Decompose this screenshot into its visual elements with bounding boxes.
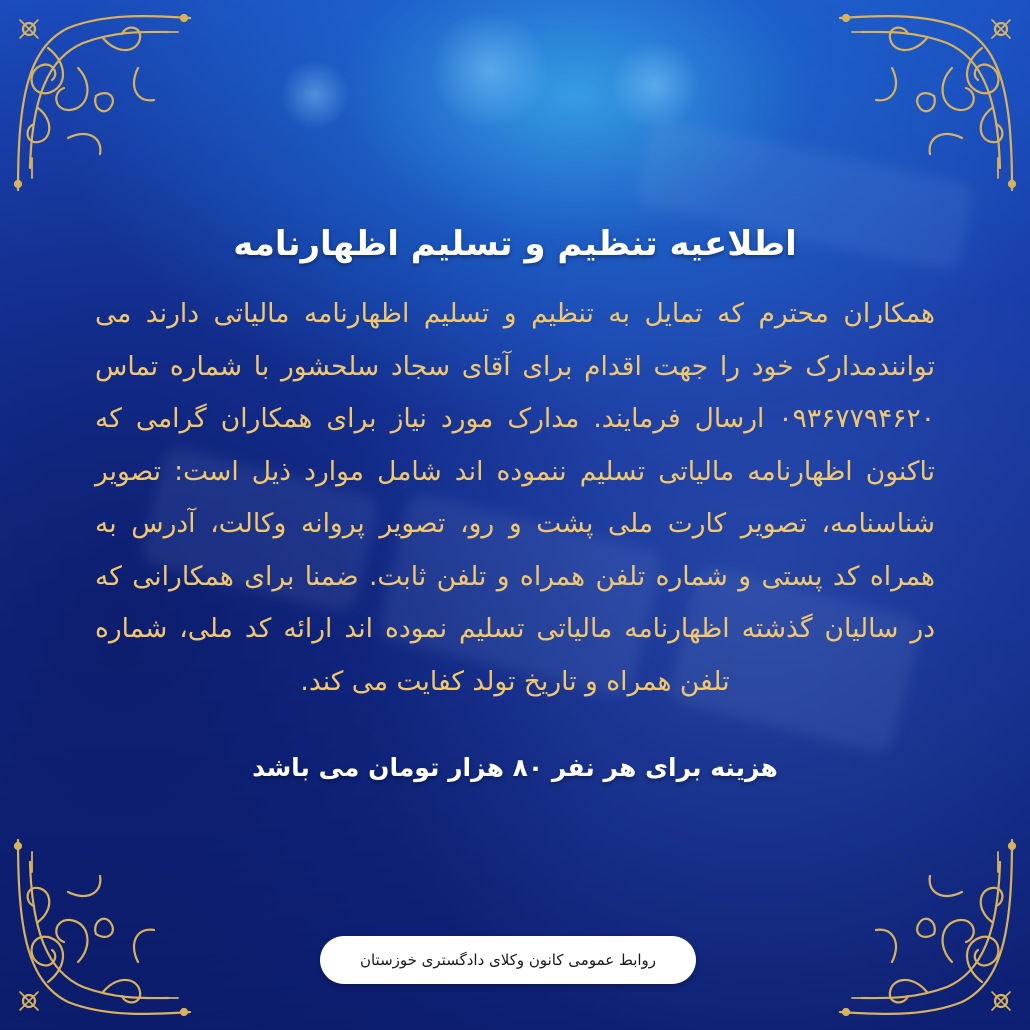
- announcement-title: اطلاعیه تنظیم و تسلیم اظهارنامه: [233, 224, 797, 264]
- fee-notice: هزینه برای هر نفر ۸۰ هزار تومان می باشد: [252, 753, 778, 782]
- announcement-body: همکاران محترم که تمایل به تنظیم و تسلیم اظهارنامه مالیاتی دارند می توانندمدارک خود را جهت اقدام برای آقای سجاد سلحشور با شماره تماس ۰۹۳۶۷۷۹۴۶۲۰ ارسال فرمایند. مدارک مورد نیاز برای همکاران گرامی که تاکنون اظهارنامه مالیاتی تسلیم ننموده اند شامل موارد ذیل است: تصویر شناسنامه، تصویر کارت ملی پشت و رو، تصویر پروانه وکالت، آدرس به همراه کد پستی و شماره تلفن همراه و تلفن ثابت. ضمنا برای همکارانی که در سالیان گذشته اظهارنامه مالیاتی تسلیم نموده اند ارائه کد ملی، شماره تلفن همراه و تاریخ تولد کفایت می کند.: [95, 298, 935, 697]
- ornament-top-right-icon: [832, 8, 1022, 198]
- footer-publisher-label: روابط عمومی کانون وکلای دادگستری خوزستان: [320, 936, 696, 984]
- ornament-bottom-right-icon: [832, 832, 1022, 1022]
- light-bokeh: [610, 40, 700, 130]
- light-bokeh: [430, 10, 550, 130]
- ornament-top-left-icon: [8, 8, 198, 198]
- light-bokeh: [280, 60, 350, 130]
- announcement-content: [95, 218, 935, 788]
- ornament-bottom-left-icon: [8, 832, 198, 1022]
